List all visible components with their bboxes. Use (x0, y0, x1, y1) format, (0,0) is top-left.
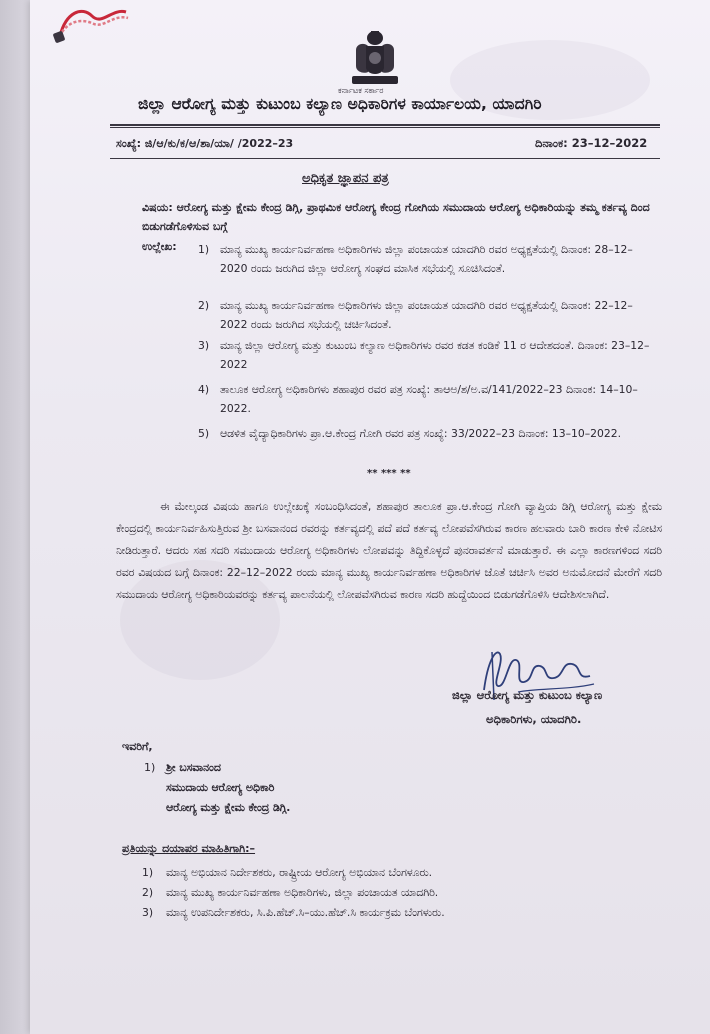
state-emblem-icon (346, 28, 404, 88)
copy-number: 2) (142, 886, 154, 899)
reference-item (180, 424, 660, 464)
recipient-designation: ಸಮುದಾಯ ಆರೋಗ್ಯ ಅಧಿಕಾರಿ (166, 781, 275, 794)
reference-item (180, 336, 660, 376)
header-rule (110, 127, 660, 128)
recipient-name: ಶ್ರೀ ಬಸವಾನಂದ (166, 761, 221, 774)
copy-text: ಮಾನ್ಯ ಮುಖ್ಯ ಕಾರ್ಯನಿರ್ವಹಣಾ ಅಧಿಕಾರಿಗಳು, ಜಿಲ್ಲಾ ಪಂಚಾಯತ ಯಾದಗಿರಿ. (166, 886, 439, 899)
copy-text: ಮಾನ್ಯ ಅಭಿಯಾನ ನಿರ್ದೇಶಕರು, ರಾಷ್ಟ್ರೀಯ ಆರೋಗ್ಯ ಅಭಿಯಾನ ಬೆಂಗಳೂರು. (166, 866, 433, 879)
recipient-number: 1) (144, 761, 156, 774)
reference-text: ಮಾನ್ಯ ಮುಖ್ಯ ಕಾರ್ಯನಿರ್ವಹಣಾ ಅಧಿಕಾರಿಗಳು ಜಿಲ್ಲಾ ಪಂಚಾಯತ ಯಾದಗಿರಿ ರವರ ಅಧ್ಯಕ್ಷತೆಯಲ್ಲಿ ದಿನಾಂಕ: 22–12–2022 ರಂದು ಜರುಗಿದ ಸಭೆಯಲ್ಲಿ ಚರ್ಚಿಸಿದಂತೆ. (220, 299, 633, 331)
subject-label: ವಿಷಯ: (142, 201, 173, 214)
reference-item (180, 380, 660, 420)
office-title: ಜಿಲ್ಲಾ ಆರೋಗ್ಯ ಮತ್ತು ಕುಟುಂಬ ಕಲ್ಯಾಣ ಅಧಿಕಾರಿಗಳ ಕಾರ್ಯಾಲಯ, ಯಾದಗಿರಿ (138, 95, 542, 113)
reference-text: ಮಾನ್ಯ ಜಿಲ್ಲಾ ಆರೋಗ್ಯ ಮತ್ತು ಕುಟುಂಬ ಕಲ್ಯಾಣ ಅಧಿಕಾರಿಗಳು ರವರ ಕಡತ ಕಂಡಿಕೆ 11 ರ ಆದೇಶದಂತೆ. ದಿನಾಂಕ: 23–12–2022 (220, 339, 650, 371)
recipient-label: ಇವರಿಗೆ, (122, 740, 153, 753)
reference-item (180, 296, 660, 336)
recipient-office: ಆರೋಗ್ಯ ಮತ್ತು ಕ್ಷೇಮ ಕೇಂದ್ರ ಡಿಗ್ಗಿ. (166, 801, 291, 814)
signatory-office: ಅಧಿಕಾರಿಗಳು, ಯಾದಗಿರಿ. (486, 712, 582, 726)
copy-text: ಮಾನ್ಯ ಉಪನಿರ್ದೇಶಕರು, ಸಿ.ಪಿ.ಹೆಚ್.ಸಿ–ಯು.ಹೆಚ್.ಸಿ ಕಾರ್ಯಕ್ರಮ ಬೆಂಗಳುರು. (166, 906, 445, 919)
reference-number: ಸಂಖ್ಯೆ: ಜಿ/ಆ/ಕು/ಕ/ಆ/ಶಾ/ಯಾ/ /2022–23 (116, 137, 294, 150)
header-rule (110, 124, 660, 126)
body-paragraph: ಈ ಮೇಲ್ಕಂಡ ವಿಷಯ ಹಾಗೂ ಉಲ್ಲೇಖಕ್ಕೆ ಸಂಬಂಧಿಸಿದಂತೆ, ಶಹಾಪುರ ತಾಲೂಕ ಪ್ರಾ.ಆ.ಕೇಂದ್ರ ಗೋಗಿ ವ್ಯಾಪ್ತಿಯ ಡಿಗ್ಗಿ ಆರೋಗ್ಯ ಮತ್ತು ಕ್ಷೇಮ ಕೇಂದ್ರದಲ್ಲಿ ಕಾರ್ಯನಿರ್ವಹಿಸುತ್ತಿರುವ ಶ್ರೀ ಬಸವಾನಂದ ರವರನ್ನು ಕರ್ತವ್ಯದಲ್ಲಿ ಪದೆ ಪದೆ ಕರ್ತವ್ಯ ಲೋಪವೆಸಗಿರುವ ಕಾರಣ ಹಲವಾರು ಬಾರಿ ಕಾರಣ ಕೇಳಿ ನೋಟಿಸ ನೀಡಿರುತ್ತಾರೆ. ಆದರು ಸಹ ಸದರಿ ಸಮುದಾಯ ಆರೋಗ್ಯ ಅಧಿಕಾರಿಗಳು ಲೋಪವನ್ನು ತಿದ್ದಿಕೊಳ್ಳದೆ ಪುನರಾವರ್ತನೆ ಮಾಡುತ್ತಾರೆ. ಈ ಎಲ್ಲಾ ಕಾರಣಗಳಿಂದ ಸದರಿ ರವರ ವಿಷಯದ ಬಗ್ಗೆ ದಿನಾಂಕ: 22–12–2022 ರಂದು ಮಾನ್ಯ ಮುಖ್ಯ ಕಾರ್ಯನಿರ್ವಹಣಾ ಅಧಿಕಾರಿಗಳ ಜೊತೆ ಚರ್ಚಿಸಿ ಅವರ ಅನುಮೋದನೆ ಮೇರೆಗೆ ಸದರಿ ಸಮುದಾಯ ಆರೋಗ್ಯ ಅಧಿಕಾರಿಯವರನ್ನು ಕರ್ತವ್ಯ ಪಾಲನೆಯಲ್ಲಿ ಲೋಪವೆಸಗಿರುವ ಕಾರಣ ಸದರಿ ಹುದ್ದೆಯಿಂದ ಬಿಡುಗಡೆಗೊಳಿಸಿ ಆದೇಶಿಸಲಾಗಿದೆ. (116, 500, 662, 601)
copy-number: 1) (142, 866, 154, 879)
document-date: ದಿನಾಂಕ: 23–12–2022 (535, 136, 648, 150)
signatory-designation: ಜಿಲ್ಲಾ ಆರೋಗ್ಯ ಮತ್ತು ಕುಟುಂಬ ಕಲ್ಯಾಣ (452, 688, 603, 702)
reference-item (180, 240, 660, 280)
subject (142, 198, 662, 236)
reference-number-label: 1) (198, 243, 210, 256)
reference-number-label: 2) (198, 299, 210, 312)
copy-number: 3) (142, 906, 154, 919)
copies-label: ಪ್ರತಿಯನ್ನು ದಯಾಪರ ಮಾಹಿತಿಗಾಗಿ:– (122, 842, 256, 855)
page-edge-shadow (0, 0, 30, 1034)
red-thread-icon (52, 2, 132, 46)
reference-text: ತಾಲೂಕ ಆರೋಗ್ಯ ಅಧಿಕಾರಿಗಳು ಶಹಾಪುರ ರವರ ಪತ್ರ ಸಂಖ್ಯೆ: ತಾಆಅ/ಶ/ಅ.ವ/141/2022–23 ದಿನಾಂಕ: 14–10–2022. (220, 383, 638, 415)
government-label: ಕರ್ನಾಟಕ ಸರ್ಕಾರ (338, 86, 384, 95)
reference-number-label: 5) (198, 427, 210, 440)
copy-item (142, 886, 438, 900)
reference-text: ಆಡಳಿತ ವೈದ್ಯಾಧಿಕಾರಿಗಳು ಪ್ರಾ.ಆ.ಕೇಂದ್ರ ಗೋಗಿ ರವರ ಪತ್ರ ಸಂಖ್ಯೆ: 33/2022–23 ದಿನಾಂಕ: 13–10–2022. (220, 427, 622, 440)
reference-number-label: 4) (198, 383, 210, 396)
reference-number-label: 3) (198, 339, 210, 352)
subject-text: ಆರೋಗ್ಯ ಮತ್ತು ಕ್ಷೇಮ ಕೇಂದ್ರ ಡಿಗ್ಗಿ, ಪ್ರಾಥಮಿಕ ಆರೋಗ್ಯ ಕೇಂದ್ರ ಗೋಗಿಯ ಸಮುದಾಯ ಆರೋಗ್ಯ ಅಧಿಕಾರಿಯನ್ನು ತಮ್ಮ ಕರ್ತವ್ಯ ದಿಂದ ಬಿಡುಗಡೆಗೊಳಿಸುವ ಬಗ್ಗೆ (142, 201, 650, 233)
document-title: ಅಧಿಕೃತ ಜ್ಞಾಪನ ಪತ್ರ (302, 171, 389, 186)
copy-item (142, 866, 432, 880)
copy-item (142, 906, 445, 920)
date-rule (110, 158, 660, 159)
references-label: ಉಲ್ಲೇಖ: (142, 240, 177, 253)
section-separator: ** *** ** (367, 468, 411, 479)
reference-text: ಮಾನ್ಯ ಮುಖ್ಯ ಕಾರ್ಯನಿರ್ವಹಣಾ ಅಧಿಕಾರಿಗಳು ಜಿಲ್ಲಾ ಪಂಚಾಯತ ಯಾದಗಿರಿ ರವರ ಅಧ್ಯಕ್ಷತೆಯಲ್ಲಿ ದಿನಾಂಕ: 28–12–2020 ರಂದು ಜರುಗಿದ ಜಿಲ್ಲಾ ಆರೋಗ್ಯ ಸಂಘದ ಮಾಸಿಕ ಸಭೆಯಲ್ಲಿ ಸೂಚಿಸಿದಂತೆ. (220, 243, 633, 275)
